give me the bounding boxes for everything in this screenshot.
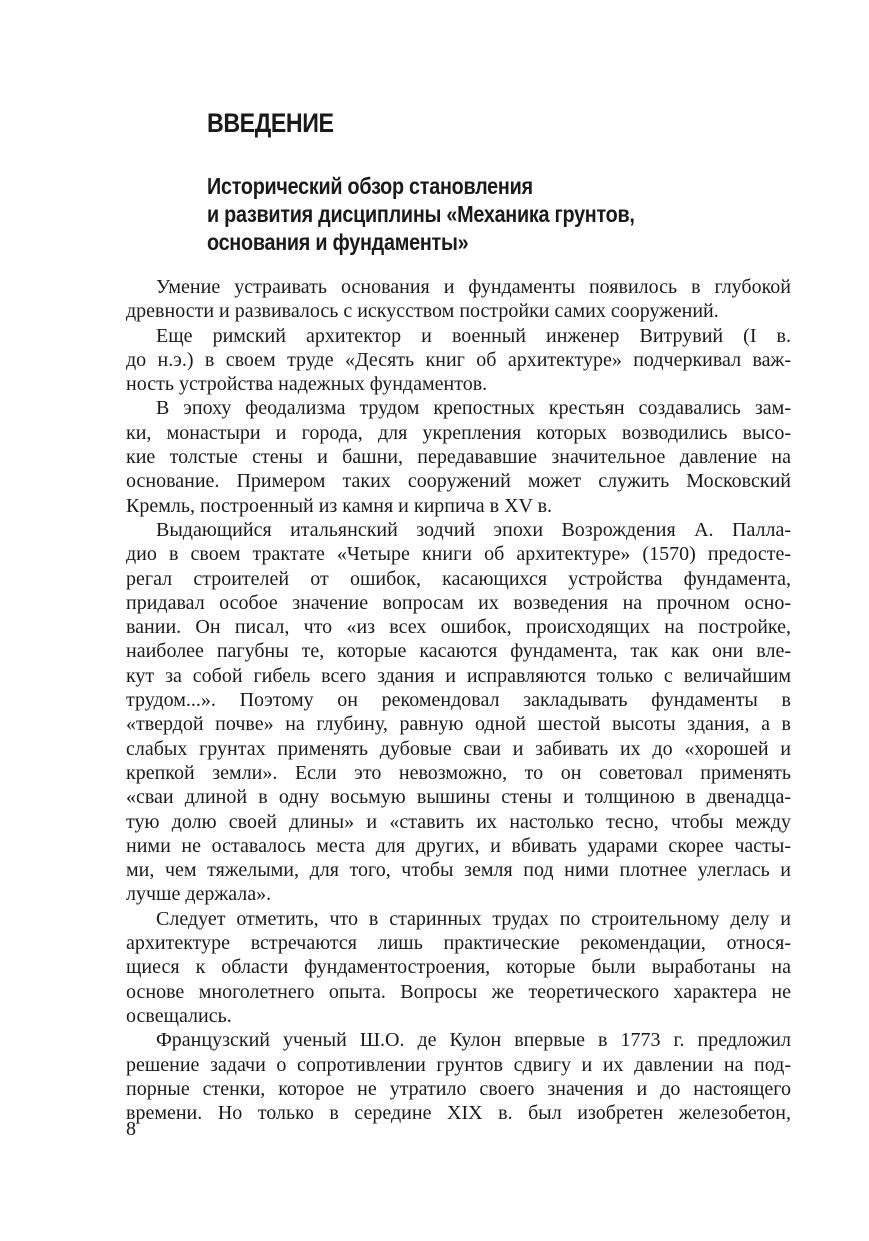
text-line: щиеся к области фундаментостроения, которые были выработаны на [126,956,791,979]
text-line: ность устройства надежных фундаментов. [126,373,488,396]
section-title-line: Исторический обзор становления [207,173,533,199]
text-line: вании. Он писал, что «из всех ошибок, происходящих на постройке, [126,616,791,639]
text-line: освещались. [126,1004,232,1027]
text-line: основание. Примером таких сооружений может служить Московский [126,470,791,493]
text-line: Умение устраивать основания и фундаменты появилось в глубокой [156,276,791,298]
text-line: до н.э.) в своем труде «Десять книг об архитектуре» подчеркивал важ- [126,348,791,371]
text-line: слабых грунтах применять дубовые сваи и забивать их до «хорошей и [126,737,791,760]
paragraph [126,518,791,907]
text-line: решение задачи о сопротивлении грунтов сдвигу и их давлении на под- [126,1053,791,1076]
text-line: архитектуре встречаются лишь практические рекомендации, относя- [126,932,791,955]
text-line: ки, монастыри и города, для укрепления которых возводились высо- [126,421,791,444]
section-title [207,172,689,256]
paragraph [126,275,791,324]
text-line: ми, чем тяжелыми, для того, чтобы земля под ними плотнее улеглась и [126,859,791,882]
text-line: «твердой почве» на глубину, равную одной шестой высоты здания, а в [126,713,791,736]
section-title-line: и развития дисциплины «Механика грунтов, [207,201,635,227]
text-line: тую долю своей длины» и «ставить их настолько тесно, чтобы между [126,810,791,833]
text-line: «сваи длиной в одну восьмую вышины стены и толщиною в двенадца- [126,786,791,809]
text-line: крепкой земли». Если это невозможно, то он советовал применять [126,761,791,784]
text-line: кут за собой гибель всего здания и исправляются только с величайшим [126,664,791,687]
paragraph [126,1028,791,1125]
text-line: кие толстые стены и башни, передававшие значительное давление на [126,446,791,469]
text-line: древности и развивалось с искусством постройки самих сооружений. [126,300,719,323]
paragraph [126,396,791,517]
section-title-line: основания и фундаменты» [207,229,469,255]
text-line: дио в своем трактате «Четыре книги об архитектуре» (1570) предосте- [126,543,791,566]
chapter-title: ВВЕДЕНИЕ [207,108,334,138]
text-line: порные стенки, которое не утратило своего значения и до настоящего [126,1077,791,1100]
text-line: лучше держала». [126,883,272,906]
text-line: Французский ученый Ш.О. де Кулон впервые в 1773 г. предложил [156,1029,791,1052]
page-number: 8 [126,1118,136,1140]
text-line: Следует отметить, что в старинных трудах по строительному делу и [156,907,791,930]
text-line: Кремль, построенный из камня и кирпича в XV в. [126,494,553,517]
text-line: Еще римский архитектор и военный инженер Витрувий (I в. [156,324,791,347]
text-line: Выдающийся итальянский зодчий эпохи Возрождения А. Палла- [156,518,791,541]
text-line: придавал особое значение вопросам их возведения на прочном осно- [126,591,791,614]
text-line: трудом...». Поэтому он рекомендовал закладывать фундаменты в [126,689,791,712]
paragraph [126,907,791,1028]
text-line: ними не оставалось места для других, и вбивать ударами скорее часты- [126,834,791,857]
text-line: наиболее пагубны те, которые касаются фундамента, так как они вле- [126,640,791,663]
text-line: В эпоху феодализма трудом крепостных крестьян создавались зам- [156,397,791,420]
text-line: времени. Но только в середине XIX в. был изобретен железобетон, [126,1102,791,1125]
text-line: основе многолетнего опыта. Вопросы же теоретического характера не [126,980,791,1003]
text-line: регал строителей от ошибок, касающихся устройства фундамента, [126,567,791,590]
body-text [126,275,791,1125]
paragraph [126,324,791,397]
